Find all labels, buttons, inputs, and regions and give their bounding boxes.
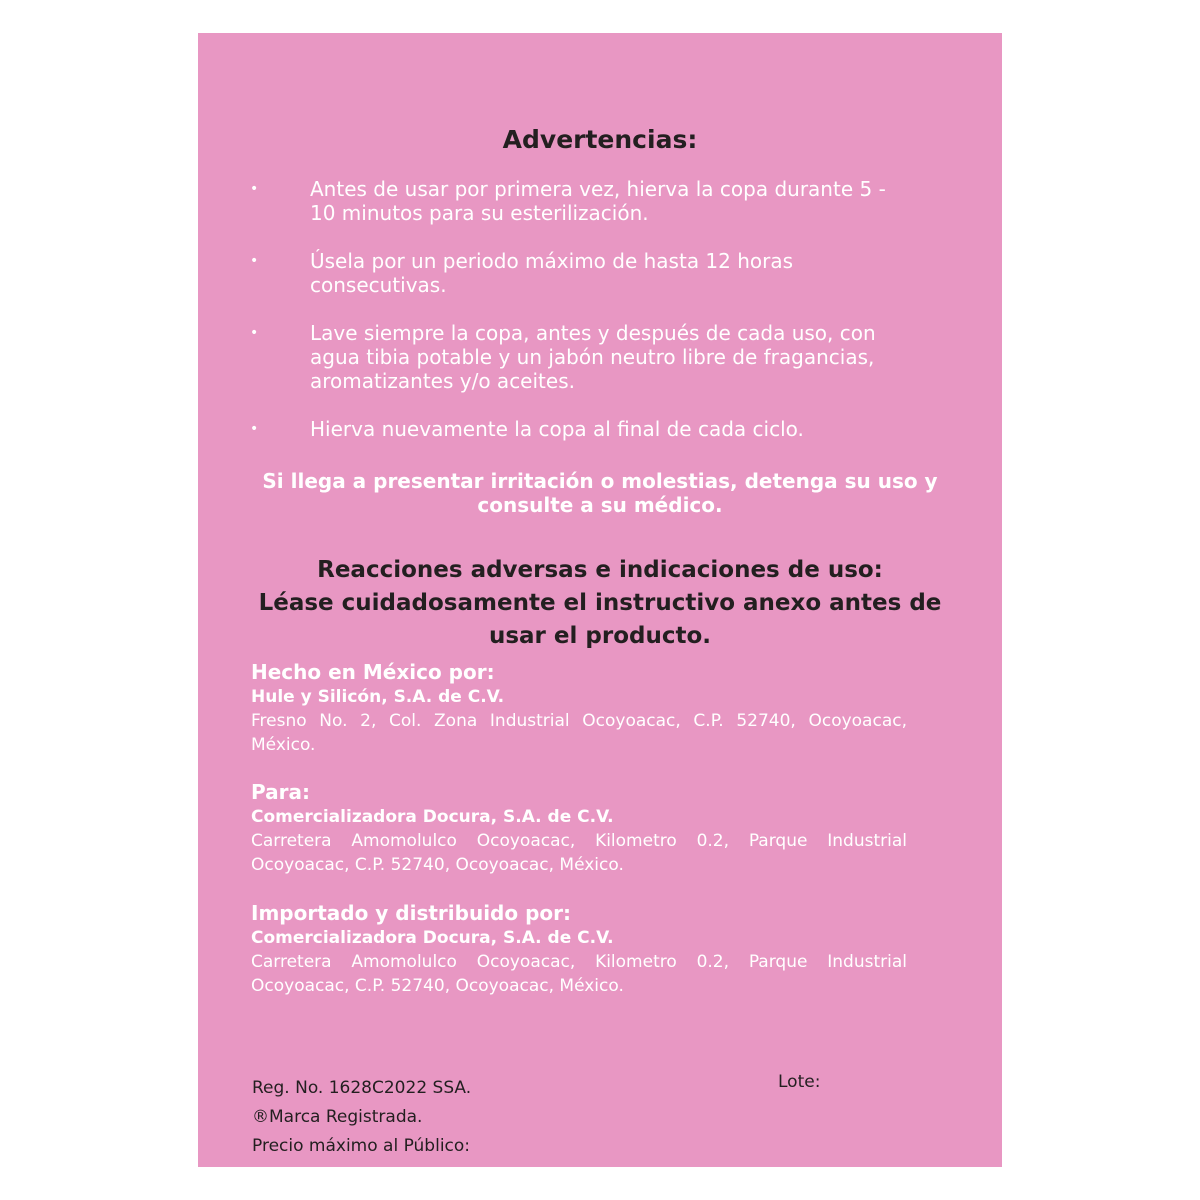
trademark-note: ®Marca Registrada.	[252, 1107, 423, 1127]
warning-text: Antes de usar por primera vez, hierva la copa durante 5 - 10 minutos para su esterilización.	[310, 177, 886, 225]
label-card	[198, 33, 1002, 1167]
notice-heading: Reacciones adversas e indicaciones de uso:	[317, 557, 883, 583]
importer-company: Comercializadora Docura, S.A. de C.V.	[251, 928, 614, 948]
max-price-label: Precio máximo al Público:	[252, 1136, 471, 1156]
warning-text: Hierva nuevamente la copa al final de cada ciclo.	[310, 417, 804, 441]
importer-block	[251, 900, 907, 998]
manufacturer-heading: Hecho en México por:	[251, 660, 495, 684]
manufacturer-company: Hule y Silicón, S.A. de C.V.	[251, 687, 505, 707]
warning-text: Lave siempre la copa, antes y después de cada uso, con agua tibia potable y un jabón neutro libre de fragancias, aromatizantes y/o aceites.	[310, 321, 876, 393]
for-company: Comercializadora Docura, S.A. de C.V.	[251, 807, 614, 827]
lot-label: Lote:	[778, 1072, 821, 1092]
for-block	[251, 779, 907, 877]
importer-heading: Importado y distribuido por:	[251, 901, 571, 925]
notice-instruction: Léase cuidadosamente el instructivo anexo antes de usar el producto.	[258, 590, 942, 649]
bullet-icon: •	[250, 253, 259, 269]
for-address: Carretera Amomolulco Ocoyoacac, Kilometro 0.2, Parque Industrial Ocoyoacac, C.P. 52740, Ocoyoacac, México.	[251, 831, 907, 875]
bullet-icon: •	[250, 181, 259, 197]
manufacturer-block	[251, 659, 907, 757]
usage-notice	[228, 554, 972, 653]
warnings-title: Advertencias:	[502, 125, 698, 154]
bullet-icon: •	[250, 421, 259, 437]
footer-info	[252, 1074, 471, 1161]
importer-address: Carretera Amomolulco Ocoyoacac, Kilometro 0.2, Parque Industrial Ocoyoacac, C.P. 52740, Ocoyoacac, México.	[251, 952, 907, 996]
manufacturer-address: Fresno No. 2, Col. Zona Industrial Ocoyoacac, C.P. 52740, Ocoyoacac, México.	[251, 711, 907, 755]
bullet-icon: •	[250, 325, 259, 341]
warning-item	[250, 177, 910, 225]
warning-item	[250, 417, 910, 441]
warning-item	[250, 321, 910, 393]
for-heading: Para:	[251, 780, 310, 804]
warnings-list	[250, 177, 910, 465]
registration-number: Reg. No. 1628C2022 SSA.	[252, 1078, 472, 1098]
caution-text: Si llega a presentar irritación o molestias, detenga su uso y consulte a su médico.	[262, 469, 938, 517]
warning-text: Úsela por un periodo máximo de hasta 12 horas consecutivas.	[310, 249, 794, 297]
warning-item	[250, 249, 910, 297]
